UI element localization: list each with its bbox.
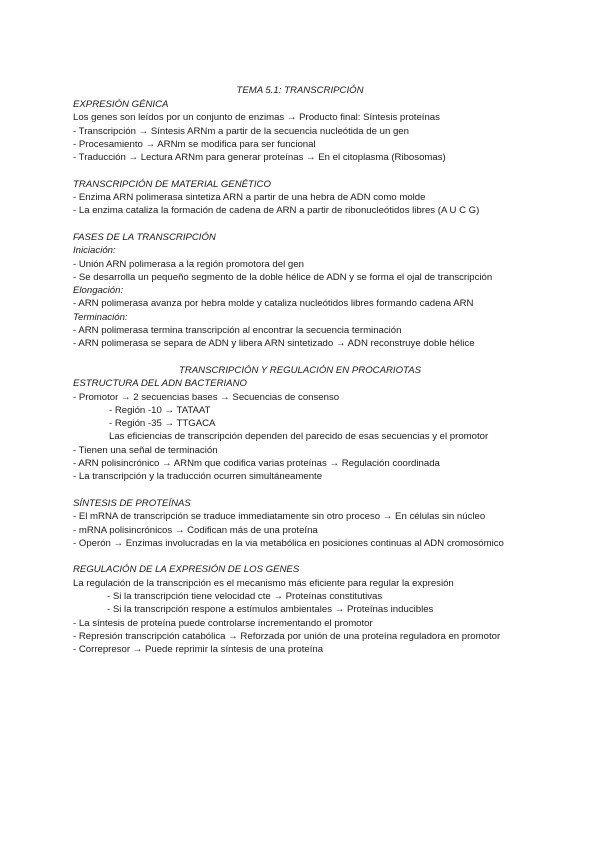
text-line: - Se desarrolla un pequeño segmento de la doble hélice de ADN y se forma el ojal de transcripción [73, 271, 493, 283]
section-heading: EXPRESIÓN GÉNICA [73, 99, 169, 110]
section-heading: ESTRUCTURA DEL ADN BACTERIANO [73, 378, 247, 390]
text-line: - mRNA polisincrónicos → Codifican más de una proteína [73, 524, 318, 536]
text-line: - Represión transcripción catabólica → Reforzada por unión de una proteína reguladora en promotor [73, 630, 501, 642]
text-line: - Operón → Enzimas involucradas en la via metabólica en posiciones continuas al ADN cromosómico [73, 537, 504, 549]
text-line: - La síntesis de proteína puede controlarse incrementando el promotor [73, 617, 373, 629]
text-line: Los genes son leídos por un conjunto de enzimas → Producto final: Síntesis proteínas [73, 112, 440, 124]
text-line: - Si la transcripción tiene velocidad cte → Proteínas constitutivas [107, 590, 383, 602]
text-line: - Región -35 → TTGACA [109, 418, 216, 430]
text-line: - Procesamiento → ARNm se modifica para ser funcional [73, 138, 316, 150]
text-line: - Correpresor → Puede reprimir la síntesis de una proteína [73, 644, 324, 656]
document-body [73, 98, 533, 656]
section-heading: TRANSCRIPCIÓN DE MATERIAL GENÉTICO [73, 178, 271, 190]
text-line: - Enzima ARN polimerasa sintetiza ARN a partir de una hebra de ADN como molde [73, 192, 426, 204]
text-line: Las eficiencias de transcripción dependen del parecido de esas secuencias y el promotor [109, 431, 489, 443]
text-line: - Unión ARN polimerasa a la región promotora del gen [73, 258, 304, 270]
text-line: - Región -10 → TATAAT [109, 404, 211, 416]
section-procariotas [73, 364, 533, 484]
section-sintesis-proteinas [73, 497, 533, 550]
text-line: - ARN polimerasa termina transcripción al encontrar la secuencia terminación [73, 325, 402, 337]
subheading-elongacion: Elongación: [73, 285, 124, 297]
section-heading: SÍNTESIS DE PROTEÍNAS [73, 497, 191, 509]
center-heading: TRANSCRIPCIÓN Y REGULACIÓN EN PROCARIOTAS [178, 364, 422, 376]
subheading-iniciacion: Iniciación: [73, 245, 116, 257]
section-expresion-genica [73, 98, 533, 164]
text-line: - ARN polimerasa se separa de ADN y libera ARN sintetizado → ADN reconstruye doble hélice [73, 338, 475, 350]
page-title: TEMA 5.1: TRANSCRIPCIÓN [236, 85, 364, 96]
section-heading: REGULACIÓN DE LA EXPRESIÓN DE LOS GENES [73, 564, 300, 576]
text-line: - Traducción → Lectura ARNm para generar proteínas → En el citoplasma (Ribosomas) [73, 152, 446, 164]
section-transcripcion-material [73, 178, 533, 218]
text-line: - Si la transcripción respone a estímulos ambientales → Proteínas inducibles [107, 604, 434, 616]
text-line: - ARN polisincrónico → ARNm que codifica varias proteínas → Regulación coordinada [73, 458, 440, 470]
text-line: - El mRNA de transcripción se traduce immediatamente sin otro proceso → En células sin núcleo [73, 511, 486, 523]
section-heading: FASES DE LA TRANSCRIPCIÓN [73, 231, 216, 243]
text-line: - Promotor → 2 secuencias bases → Secuencias de consenso [73, 391, 340, 403]
text-line: - ARN polimerasa avanza por hebra molde y cataliza nucleótidos libres formando cadena ARN [73, 298, 474, 310]
section-regulacion [73, 563, 533, 656]
text-line: - Tienen una señal de terminación [73, 444, 218, 456]
text-line: La regulación de la transcripción es el mecanismo más eficiente para regular la expresión [73, 577, 454, 589]
subheading-terminacion: Terminación: [73, 311, 128, 323]
text-line: - Transcripción → Síntesis ARNm a partir de la secuencia nucleótida de un gen [73, 125, 409, 137]
text-line: - La enzima cataliza la formación de cadena de ARN a partir de ribonucleótidos libres (A U C G) [73, 205, 480, 217]
section-fases [73, 231, 533, 351]
text-line: - La transcripción y la traducción ocurren simultáneamente [73, 471, 323, 483]
